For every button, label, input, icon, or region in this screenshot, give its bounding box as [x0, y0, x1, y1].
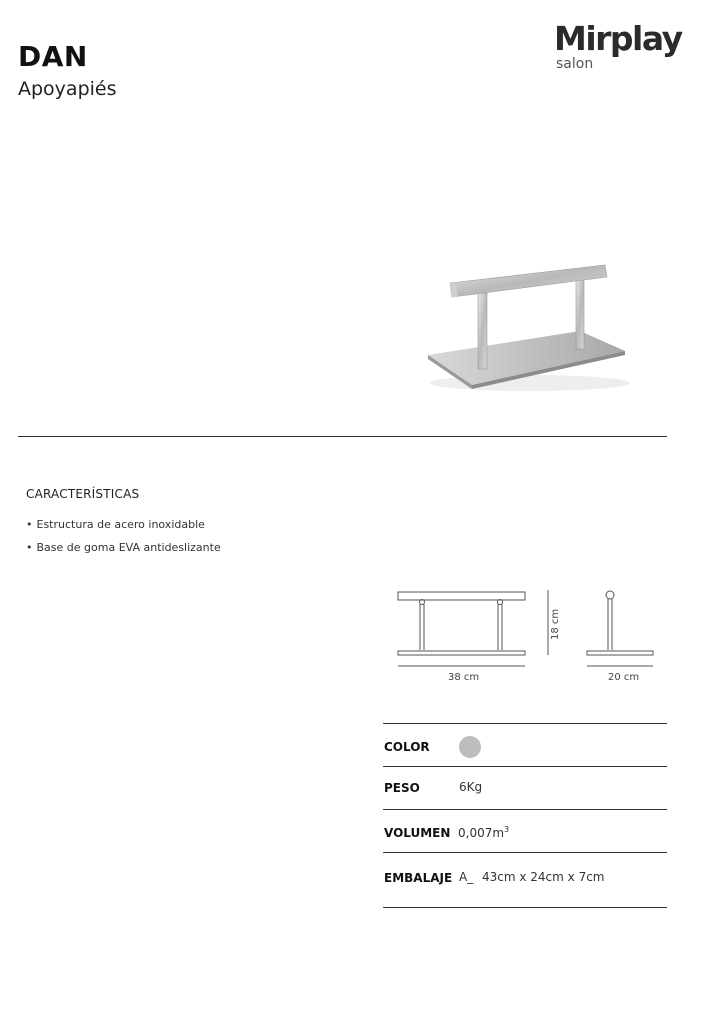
- front-view-drawing: [392, 585, 572, 670]
- spec-value-packaging: 43cm x 24cm x 7cm: [482, 870, 605, 884]
- spec-row-color: [383, 723, 667, 766]
- product-image: [420, 255, 635, 400]
- feature-text: Estructura de acero inoxidable: [36, 518, 205, 531]
- spec-label-color: COLOR: [384, 740, 430, 754]
- spec-value-packaging-code: A_: [459, 870, 474, 884]
- color-swatch: [459, 736, 481, 758]
- dimension-width: 38 cm: [448, 672, 480, 683]
- section-divider: [18, 436, 667, 437]
- volume-exponent: 3: [504, 825, 510, 834]
- dimension-height: 18 cm: [550, 608, 561, 640]
- spec-row-volume: [383, 809, 667, 852]
- feature-item: [26, 541, 221, 554]
- feature-text: Base de goma EVA antideslizante: [36, 541, 221, 554]
- brand-subname: salon: [556, 56, 594, 72]
- side-view-drawing: [582, 585, 662, 670]
- spec-table: [383, 723, 667, 908]
- product-category: Apoyapiés: [18, 78, 117, 100]
- product-title: DAN: [18, 40, 88, 73]
- spec-label-packaging: EMBALAJE: [384, 871, 453, 885]
- spec-value-volume: [458, 825, 509, 840]
- spec-label-volume: VOLUMEN: [384, 826, 451, 840]
- spec-label-weight: PESO: [384, 781, 420, 795]
- feature-item: [26, 518, 205, 531]
- volume-number: 0,007m: [458, 826, 505, 840]
- brand-logo: [554, 19, 682, 72]
- bullet: •: [26, 518, 33, 531]
- brand-name: Mirplay: [554, 19, 682, 58]
- dimension-depth: 20 cm: [608, 672, 640, 683]
- bullet: •: [26, 541, 33, 554]
- spec-row-weight: [383, 766, 667, 809]
- spec-value-weight: 6Kg: [459, 780, 483, 794]
- spec-row-packaging: [383, 852, 667, 908]
- features-title: CARACTERÍSTICAS: [26, 487, 140, 501]
